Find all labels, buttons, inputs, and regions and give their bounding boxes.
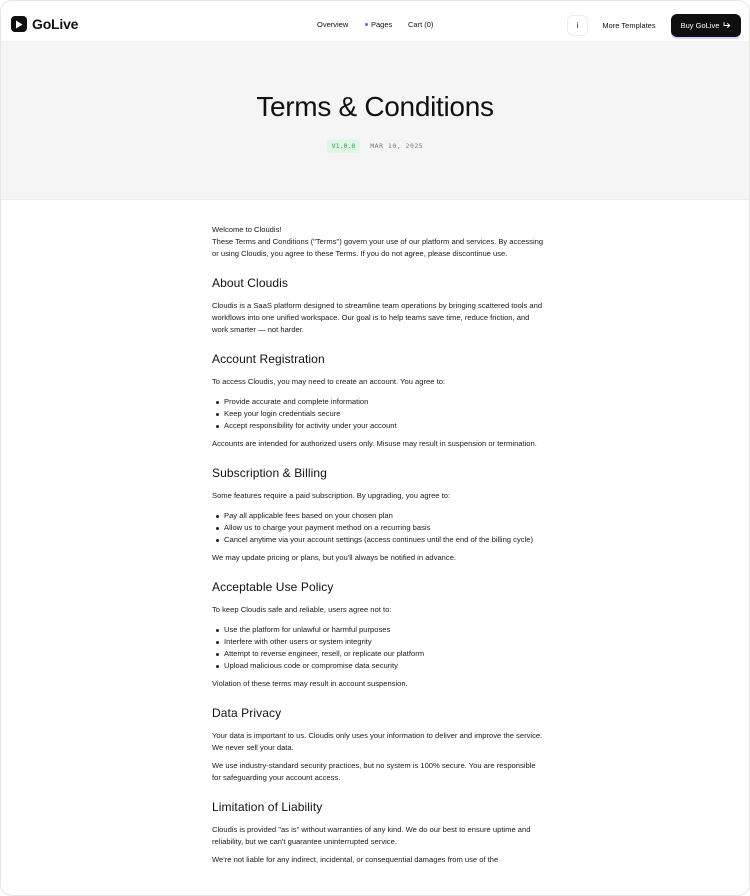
section-paragraph: Cloudis is provided "as is" without warranties of any kind. We do our best to ensure uptime and reliability, but we can't guarantee uninterrupted service.: [212, 825, 531, 846]
list-item: Keep your login credentials secure: [212, 408, 544, 420]
section-heading-about: About Cloudis: [212, 276, 289, 290]
brand-logo[interactable]: [11, 16, 78, 32]
intro-greeting: Welcome to Cloudis!: [212, 225, 282, 234]
list-item: Provide accurate and complete information: [212, 396, 544, 408]
list-item: Pay all applicable fees based on your chosen plan: [212, 510, 544, 522]
section-paragraph: Some features require a paid subscription. By upgrading, you agree to:: [212, 491, 451, 500]
publish-date: MAR 10, 2025: [370, 142, 424, 150]
dot-icon: [365, 23, 368, 26]
list-item: Cancel anytime via your account settings (access continues until the end of the billing cycle): [212, 534, 544, 546]
nav-pages[interactable]: [365, 20, 392, 29]
arrow-return-icon: [723, 22, 731, 29]
intro-text: These Terms and Conditions ("Terms") govern your use of our platform and services. By accessing or using Cloudis, you agree to these Terms. If you do not agree, please discontinue use.: [212, 237, 544, 258]
section-paragraph: We're not liable for any indirect, incidental, or consequential damages from use of the: [212, 855, 499, 864]
section-paragraph: We use industry-standard security practices, but no system is 100% secure. You are responsible for safeguarding your account access.: [212, 761, 536, 782]
list-item: Accept responsibility for activity under your account: [212, 420, 544, 432]
nav-pages-label: Pages: [371, 20, 393, 29]
info-button[interactable]: [567, 15, 588, 36]
bullet-list: [212, 624, 544, 672]
section-heading-liability: Limitation of Liability: [212, 800, 323, 814]
section-paragraph: To keep Cloudis safe and reliable, users agree not to:: [212, 605, 392, 614]
section-paragraph: Violation of these terms may result in account suspension.: [212, 679, 408, 688]
section-heading-privacy: Data Privacy: [212, 706, 282, 720]
section-paragraph: Accounts are intended for authorized users only. Misuse may result in suspension or termination.: [212, 439, 537, 448]
terms-content: [212, 224, 544, 872]
play-icon: [11, 16, 27, 32]
section-paragraph: We may update pricing or plans, but you'll always be notified in advance.: [212, 553, 457, 562]
more-templates-button[interactable]: More Templates: [602, 21, 656, 30]
info-icon: i: [576, 21, 579, 30]
nav-cart[interactable]: Cart (0): [408, 20, 434, 29]
section-paragraph: Your data is important to us. Cloudis only uses your information to deliver and improve the service. We never sell your data.: [212, 731, 543, 752]
section-heading-acceptable-use: Acceptable Use Policy: [212, 580, 334, 594]
intro-paragraph: [212, 224, 544, 260]
nav-overview[interactable]: Overview: [317, 20, 349, 29]
bullet-list: [212, 396, 544, 432]
list-item: Attempt to reverse engineer, resell, or replicate our platform: [212, 648, 544, 660]
section-heading-account: Account Registration: [212, 352, 325, 366]
bullet-list: [212, 510, 544, 546]
list-item: Use the platform for unlawful or harmful purposes: [212, 624, 544, 636]
section-heading-billing: Subscription & Billing: [212, 466, 327, 480]
section-paragraph: Cloudis is a SaaS platform designed to streamline team operations by bringing scattered tools and workflows into one unified workspace. Our goal is to help teams save time, reduce friction, and work smarter — not harder.: [212, 301, 543, 334]
hero-section: [1, 41, 749, 200]
list-item: Interfere with other users or system integrity: [212, 636, 544, 648]
section-paragraph: To access Cloudis, you may need to create an account. You agree to:: [212, 377, 446, 386]
version-badge: V1.0.0: [327, 139, 360, 153]
buy-golive-button[interactable]: [671, 14, 741, 37]
brand-name: GoLive: [32, 16, 79, 32]
page-title: Terms & Conditions: [256, 91, 494, 122]
buy-label: Buy GoLive: [680, 21, 720, 30]
meta-row: [1, 139, 749, 153]
list-item: Upload malicious code or compromise data security: [212, 660, 544, 672]
list-item: Allow us to charge your payment method on a recurring basis: [212, 522, 544, 534]
